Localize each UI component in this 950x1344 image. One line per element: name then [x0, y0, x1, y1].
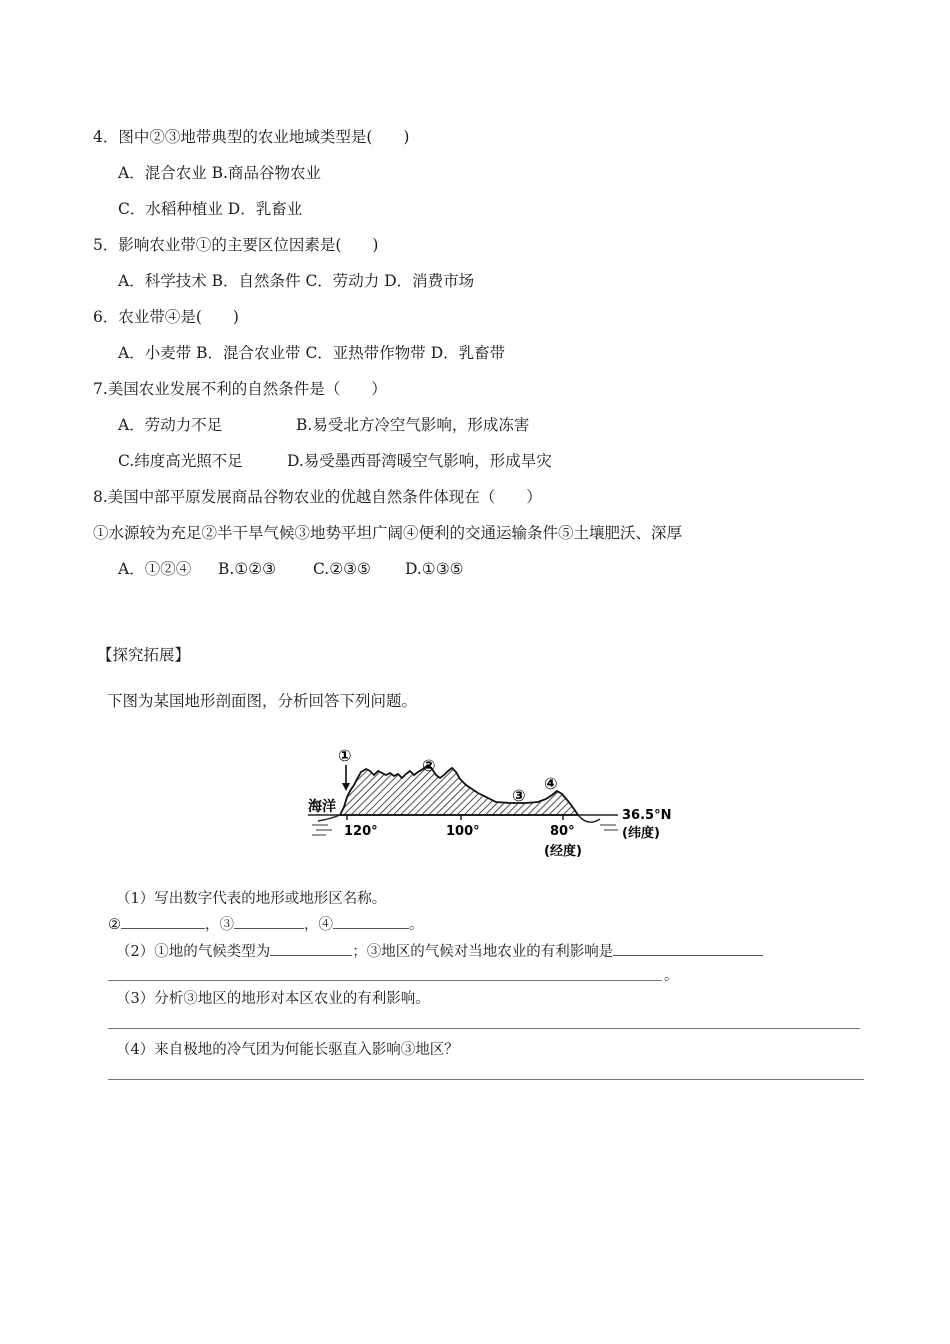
- q7-option-d: D.易受墨西哥湾暖空气影响，形成旱灾: [287, 452, 552, 470]
- explore-heading: 【探究拓展】: [97, 646, 191, 664]
- sub3-text: （3）分析③地区的地形对本区农业的有利影响。: [116, 991, 430, 1007]
- q8-option-d: D.①③⑤: [405, 560, 464, 578]
- ocean-label: 海洋: [308, 799, 336, 815]
- terrain-shape: [340, 765, 578, 815]
- lon-100-label: 100°: [446, 824, 480, 839]
- sub1-label-2: ②: [108, 917, 121, 933]
- q4-options-1: A．混合农业 B.商品谷物农业: [118, 164, 321, 182]
- sub1-label-4: ，④: [304, 917, 333, 933]
- sub2-line: [116, 941, 763, 962]
- answer-blank-benefit[interactable]: [613, 941, 763, 956]
- sub1-end: 。: [409, 917, 424, 933]
- q7-stem: 7.美国农业发展不利的自然条件是（ ）: [93, 380, 387, 398]
- sub1-text: （1）写出数字代表的地形或地形区名称。: [116, 891, 387, 907]
- terrain-profile-figure: [300, 745, 680, 865]
- answer-line-sub2[interactable]: [108, 980, 662, 981]
- label-1: ①: [338, 746, 352, 765]
- sub1-blanks: [108, 914, 424, 935]
- q8-option-a: A．①②④: [118, 560, 192, 578]
- sub4-text: （4）来自极地的冷气团为何能长驱直入影响③地区？: [116, 1042, 459, 1058]
- answer-blank-4[interactable]: [333, 914, 409, 929]
- q4-options-2: C．水稻种植业 D．乳畜业: [118, 200, 303, 218]
- q5-options: A．科学技术 B．自然条件 C．劳动力 D．消费市场: [118, 272, 475, 290]
- q8-conditions: ①水源较为充足②半干旱气候③地势平坦广阔④便利的交通运输条件⑤土壤肥沃、深厚: [93, 524, 683, 542]
- q8-option-c: C.②③⑤: [313, 560, 371, 578]
- q7-option-c: C.纬度高光照不足: [118, 452, 243, 470]
- q4-stem: 4．图中②③地带典型的农业地域类型是( ): [93, 128, 410, 146]
- q5-stem: 5．影响农业带①的主要区位因素是( ): [93, 236, 379, 254]
- latitude-label: 36.5°N: [622, 808, 672, 823]
- q8-stem: 8.美国中部平原发展商品谷物农业的优越自然条件体现在（ ）: [93, 488, 542, 506]
- lon-80-label: 80°: [550, 824, 575, 839]
- q6-stem: 6．农业带④是( ): [93, 308, 239, 326]
- q7-option-a: A．劳动力不足: [118, 416, 223, 434]
- sub2-end: 。: [664, 968, 679, 984]
- answer-blank-2[interactable]: [121, 914, 205, 929]
- lon-unit-label: (经度): [544, 844, 582, 859]
- lon-120-label: 120°: [344, 824, 378, 839]
- sub2-part-a: （2）①地的气候类型为: [116, 944, 271, 960]
- sub2-part-b: ；③地区的气候对当地农业的有利影响是: [352, 944, 614, 960]
- q6-options: A．小麦带 B．混合农业带 C．亚热带作物带 D．乳畜带: [118, 344, 506, 362]
- explore-intro: 下图为某国地形剖面图，分析回答下列问题。: [107, 692, 418, 710]
- q8-option-b: B.①②③: [218, 560, 277, 578]
- label-2: ②: [422, 756, 436, 775]
- sub1-label-3: ，③: [205, 917, 234, 933]
- label-4: ④: [544, 774, 558, 793]
- answer-blank-climate[interactable]: [270, 941, 352, 956]
- lat-unit-label: (纬度): [622, 826, 660, 841]
- q7-option-b: B.易受北方冷空气影响，形成冻害: [296, 416, 530, 434]
- answer-blank-3[interactable]: [234, 914, 304, 929]
- label-3: ③: [512, 786, 526, 805]
- answer-line-sub3[interactable]: [108, 1028, 860, 1029]
- answer-line-sub4[interactable]: [108, 1079, 864, 1080]
